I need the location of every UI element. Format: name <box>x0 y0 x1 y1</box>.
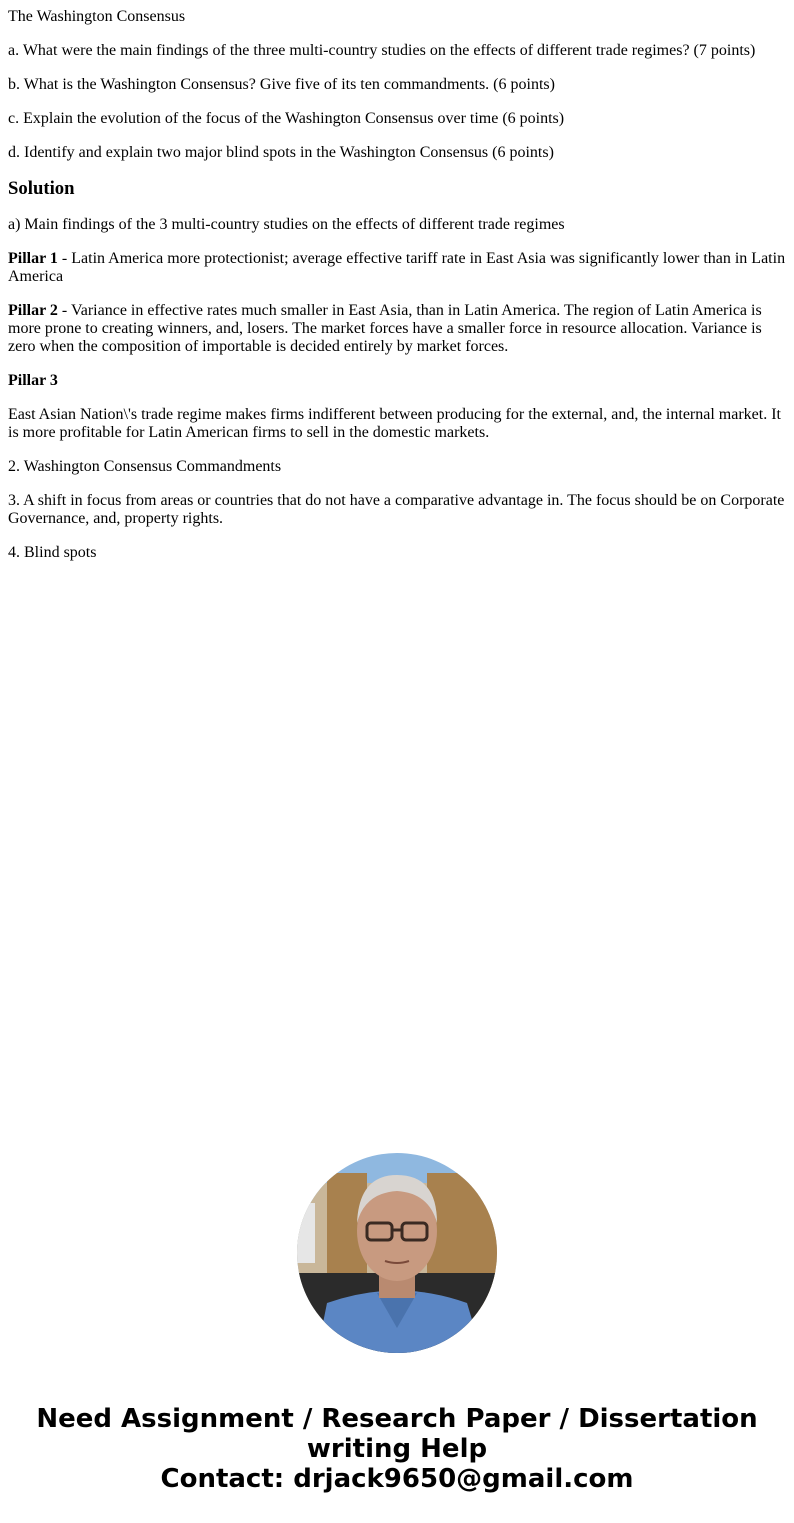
pillar-3-paragraph <box>8 372 786 390</box>
promo-contact: Contact: drjack9650@gmail.com <box>160 1464 634 1494</box>
answer-a-intro: a) Main findings of the 3 multi-country studies on the effects of different trade regimes <box>8 216 565 233</box>
promo-line-1: Need Assignment / Research Paper / Dissertation <box>36 1404 758 1434</box>
avatar-switchboard <box>297 1203 315 1263</box>
question-d: d. Identify and explain two major blind spots in the Washington Consensus (6 points) <box>8 144 554 161</box>
pillar-2-label: Pillar 2 <box>8 302 58 319</box>
pillar-2-paragraph <box>8 302 786 356</box>
promo-banner <box>0 1404 794 1494</box>
pillar-3-label: Pillar 3 <box>8 372 58 389</box>
pillar-1-label: Pillar 1 <box>8 250 58 267</box>
answer-2: 2. Washington Consensus Commandments <box>8 458 282 475</box>
document-body <box>8 8 786 578</box>
question-b: b. What is the Washington Consensus? Give five of its ten commandments. (6 points) <box>8 76 555 93</box>
solution-heading: Solution <box>8 178 75 199</box>
pillar-1-paragraph <box>8 250 786 286</box>
question-a: a. What were the main findings of the three multi-country studies on the effects of different trade regimes? (7 points) <box>8 42 756 59</box>
pillar-1-text: - Latin America more protectionist; average effective tariff rate in East Asia was significantly lower than in Latin America <box>8 250 786 285</box>
promo-line-2: writing Help <box>306 1434 488 1464</box>
pillar-3-text: East Asian Nation\'s trade regime makes firms indifferent between producing for the external, and, the internal market. It is more profitable for Latin American firms to sell in the domestic markets. <box>8 406 781 441</box>
answer-3: 3. A shift in focus from areas or countries that do not have a comparative advantage in. The focus should be on Corporate Governance, and, property rights. <box>8 492 785 527</box>
author-avatar <box>297 1153 497 1353</box>
answer-4: 4. Blind spots <box>8 544 97 561</box>
avatar-portrait <box>297 1153 497 1353</box>
question-c: c. Explain the evolution of the focus of the Washington Consensus over time (6 points) <box>8 110 565 127</box>
pillar-2-text: - Variance in effective rates much smaller in East Asia, than in Latin America. The region of Latin America is more prone to creating winners, and, losers. The market forces have a smaller force in resource allocation. Variance is zero when the composition of importable is decided entirely by market forces. <box>8 302 762 355</box>
document-title: The Washington Consensus <box>8 8 186 25</box>
